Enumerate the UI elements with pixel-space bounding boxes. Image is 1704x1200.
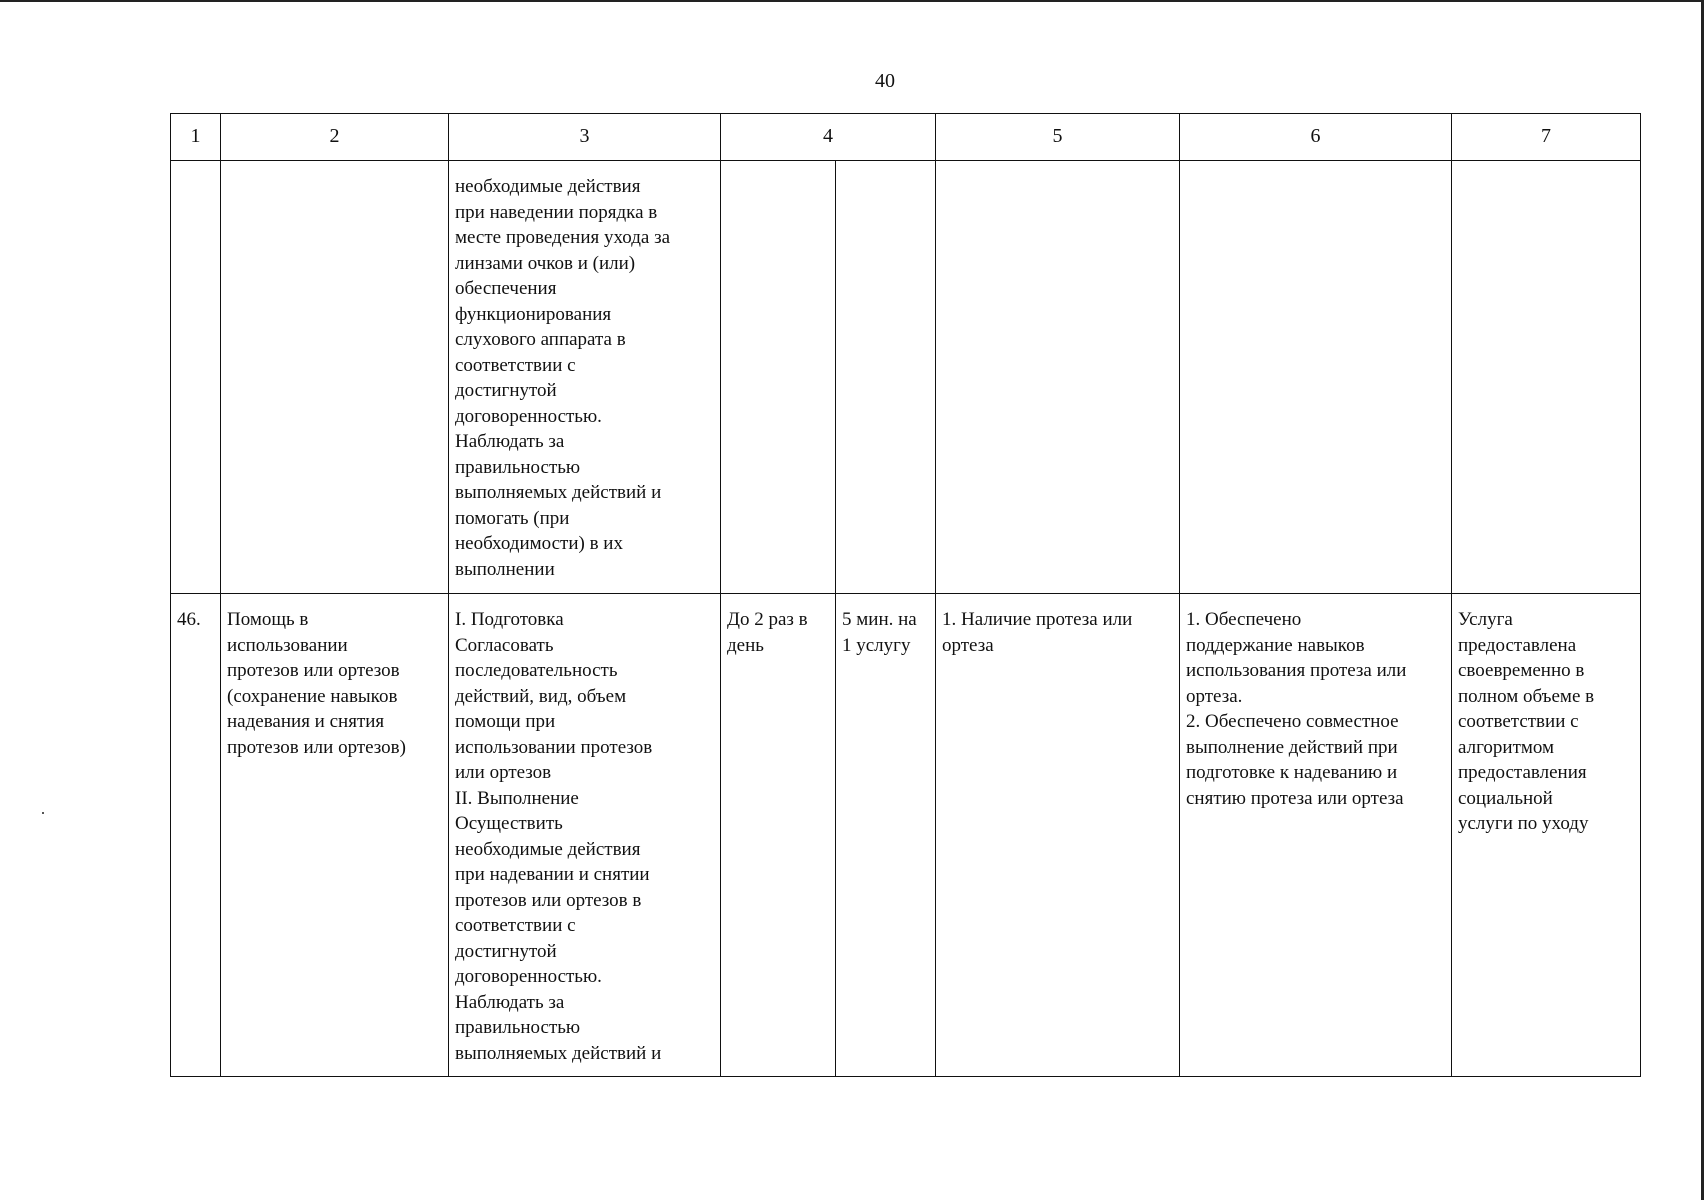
column-number-header: 4 [721,114,936,161]
duration-cell [836,161,936,594]
table-row-continuation [171,161,1641,594]
frequency-cell: До 2 раз в день [721,594,836,1077]
service-name-cell: Помощь в использовании протезов или ортезов (сохранение навыков надевания и снятия протезов или ортезов) [221,594,449,1077]
frequency-cell [721,161,836,594]
column-number-header: 1 [171,114,221,161]
column-number-header: 3 [449,114,721,161]
results-cell: 1. Обеспечено поддержание навыков использования протеза или ортеза. 2. Обеспечено совместное выполнение действий при подготовке к надеванию и снятию протеза или ортеза [1180,594,1452,1077]
row-number-cell: 46. [171,594,221,1077]
evaluation-cell: Услуга предоставлена своевременно в полном объеме в соответствии с алгоритмом предоставления социальной услуги по уходу [1452,594,1641,1077]
duration-cell: 5 мин. на 1 услугу [836,594,936,1077]
conditions-cell: 1. Наличие протеза или ортеза [936,594,1180,1077]
scan-speck [42,812,44,814]
evaluation-cell [1452,161,1641,594]
page-number: 40 [875,70,895,92]
services-table [170,113,1641,1077]
table-row-46 [171,594,1641,1077]
column-number-header: 7 [1452,114,1641,161]
column-number-header: 5 [936,114,1180,161]
service-name-cell [221,161,449,594]
conditions-cell [936,161,1180,594]
column-number-header-row [171,114,1641,161]
row-number-cell [171,161,221,594]
scan-edge-top [0,0,1704,2]
results-cell [1180,161,1452,594]
procedure-cell: I. Подготовка Согласовать последовательность действий, вид, объем помощи при использовании протезов или ортезов II. Выполнение Осуществить необходимые действия при надевании и снятии протезов или ортезов в соответствии с достигнутой договоренностью. Наблюдать за правильностью выполняемых действий и [449,594,721,1077]
column-number-header: 2 [221,114,449,161]
procedure-cell: необходимые действия при наведении порядка в месте проведения ухода за линзами очков и (или) обеспечения функционирования слухового аппарата в соответствии с достигнутой договоренностью. Наблюдать за правильностью выполняемых действий и помогать (при необходимости) в их выполнении [449,161,721,594]
column-number-header: 6 [1180,114,1452,161]
